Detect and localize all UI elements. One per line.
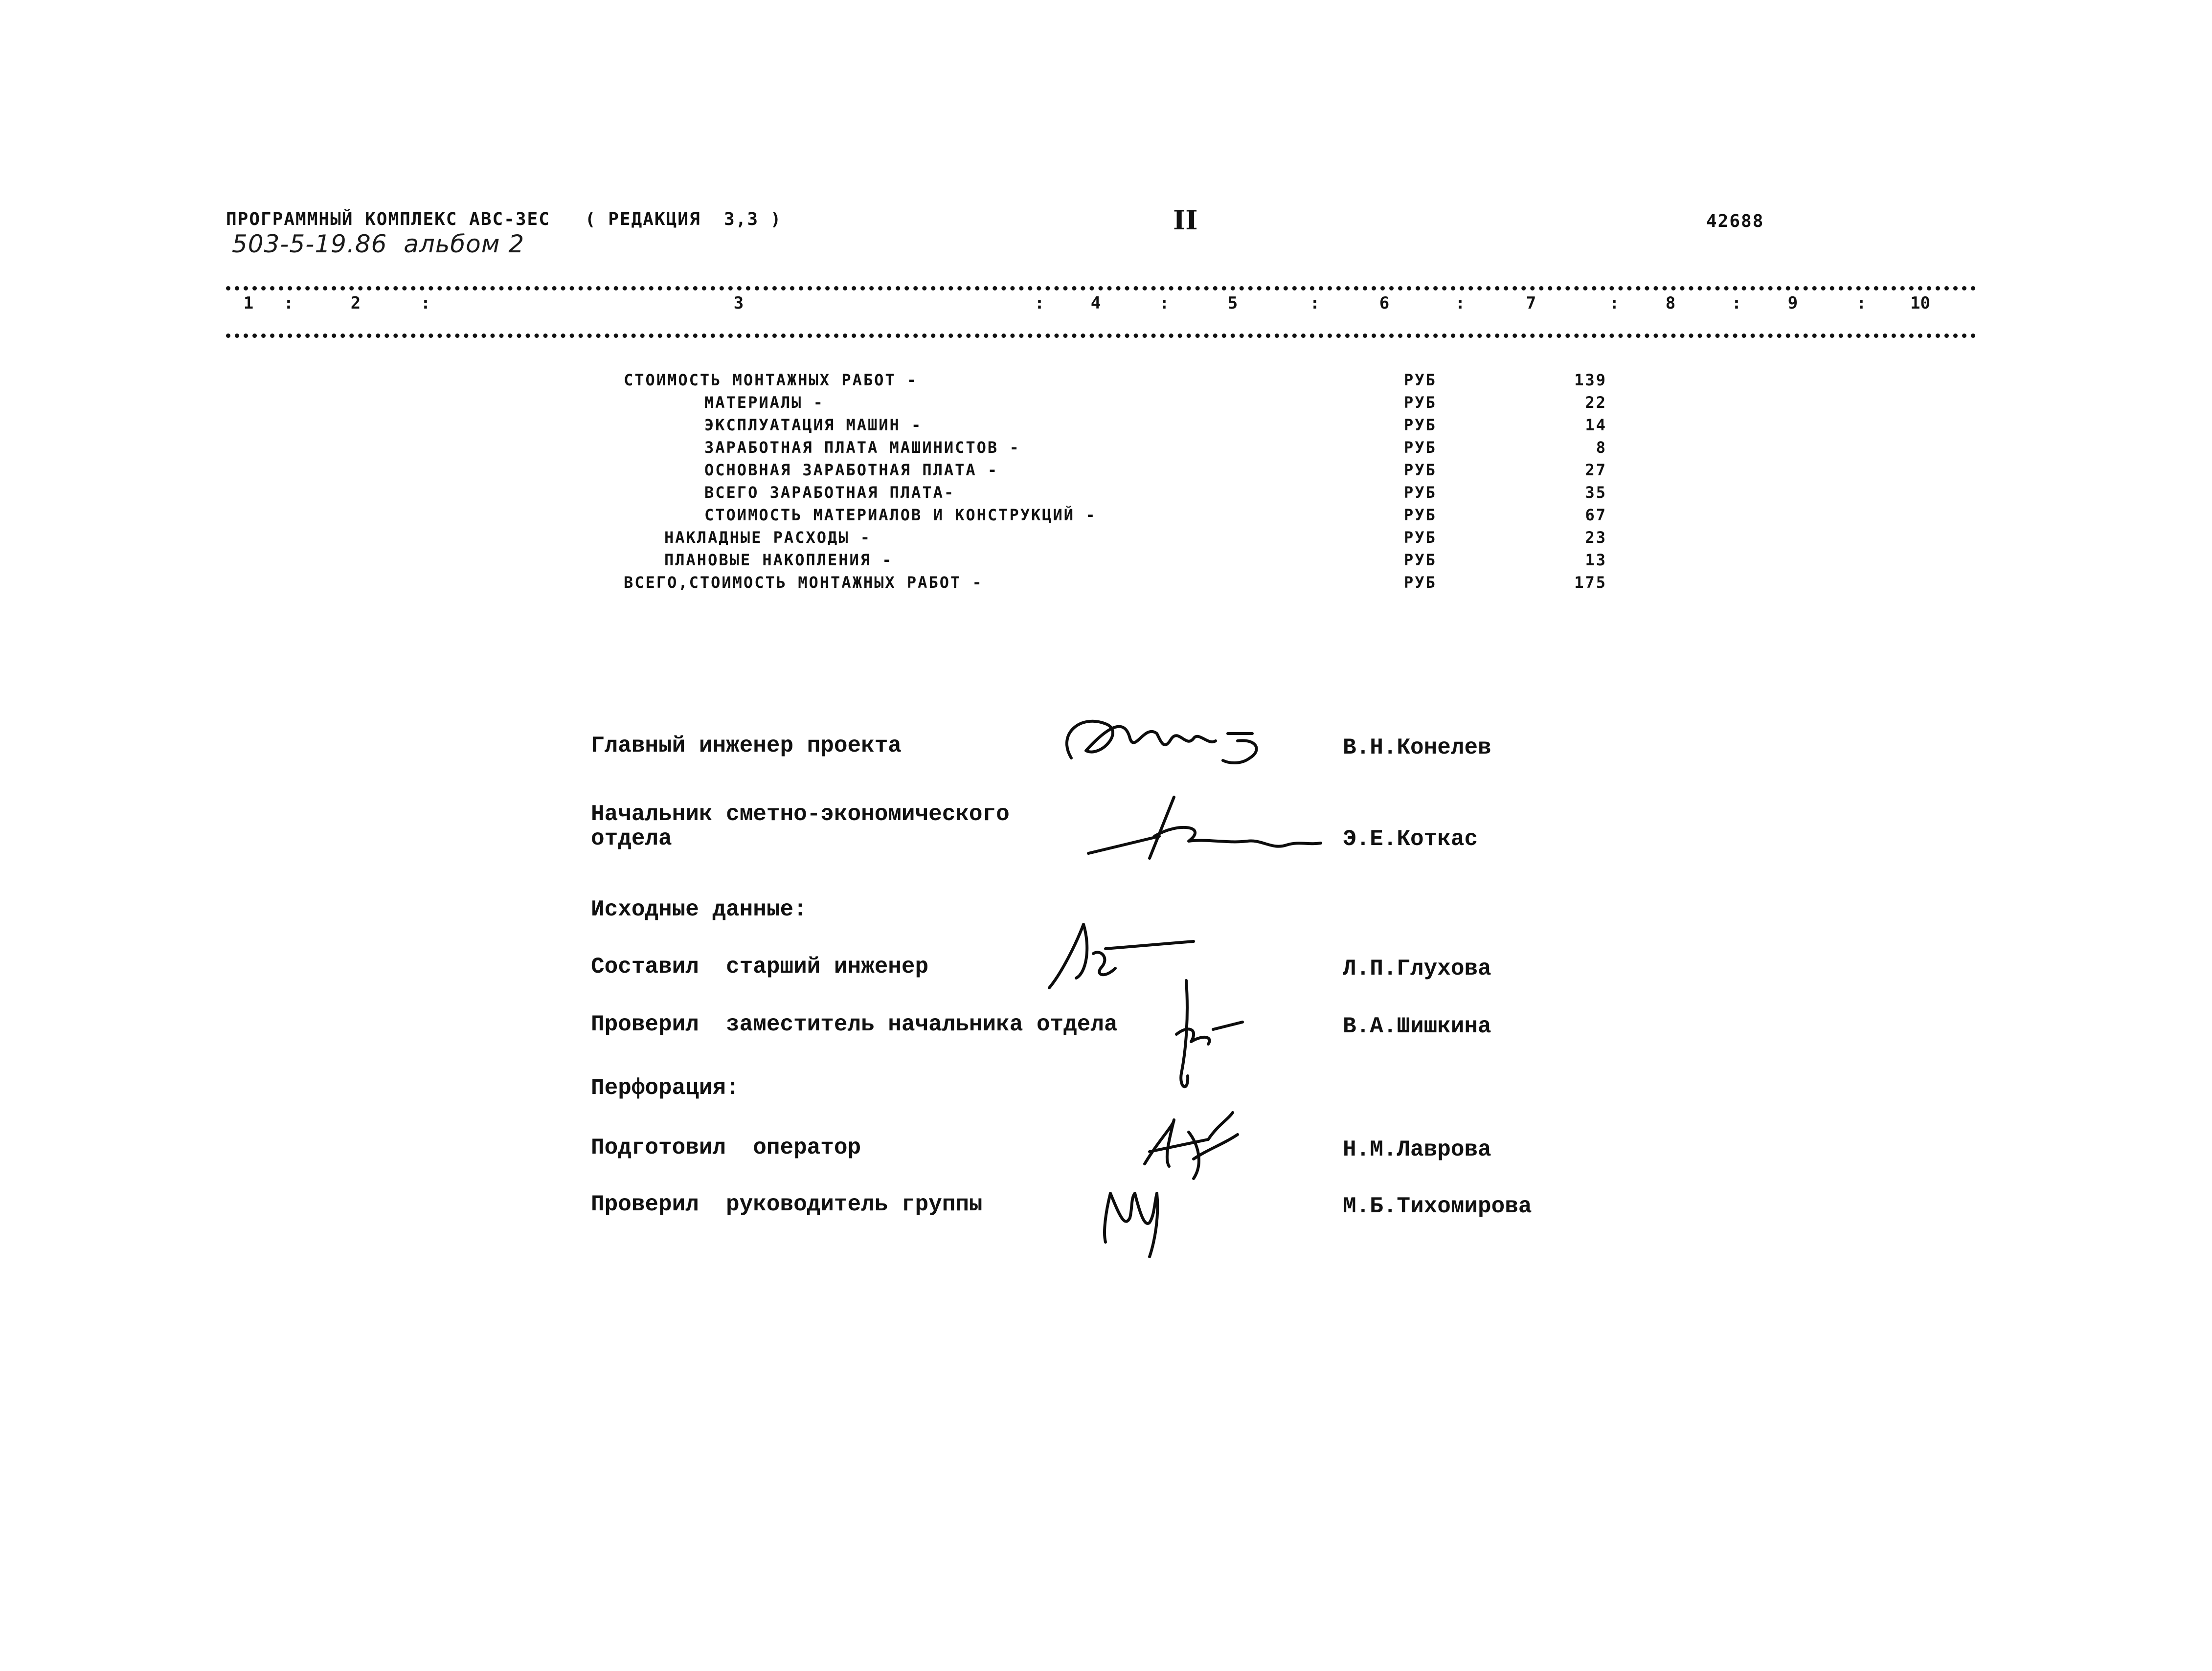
- checked-by-role: Проверил заместитель начальника отдела: [591, 1012, 1118, 1037]
- column-number-4: 4: [1090, 293, 1101, 313]
- handwritten-album-note: 503-5-19.86 альбом 2: [232, 230, 525, 258]
- cost-row-unit: РУБ: [1404, 528, 1437, 547]
- cost-row-label: ОСНОВНАЯ ЗАРАБОТНАЯ ПЛАТА -: [704, 461, 999, 479]
- cost-row-value: 13: [1585, 551, 1607, 569]
- cost-row-unit: РУБ: [1404, 551, 1437, 569]
- cost-row-label: ЭКСПЛУАТАЦИЯ МАШИН -: [704, 416, 923, 434]
- document-code: 42688: [1706, 211, 1764, 231]
- column-separator: :: [1731, 293, 1742, 313]
- column-separator: :: [1159, 293, 1170, 313]
- head-department-role: Начальник сметно-экономического отдела: [591, 802, 1010, 851]
- cost-row-value: 35: [1585, 483, 1607, 502]
- cost-row-label: СТОИМОСТЬ МОНТАЖНЫХ РАБОТ -: [624, 371, 918, 389]
- head-department-signature: [1081, 792, 1326, 866]
- cost-row-label: МАТЕРИАЛЫ -: [704, 393, 824, 412]
- cost-row-unit: РУБ: [1404, 393, 1437, 412]
- cost-row-value: 175: [1574, 573, 1607, 592]
- header-bottom-separator: [226, 334, 1976, 338]
- prepared-by-name: Н.М.Лаврова: [1343, 1137, 1491, 1162]
- cost-row-label: ЗАРАБОТНАЯ ПЛАТА МАШИНИСТОВ -: [704, 438, 1020, 457]
- column-number-10: 10: [1910, 293, 1930, 313]
- chief-engineer-role: Главный инженер проекта: [591, 733, 902, 758]
- cost-row-unit: РУБ: [1404, 461, 1437, 479]
- cost-row-label: НАКЛАДНЫЕ РАСХОДЫ -: [664, 528, 872, 547]
- column-number-6: 6: [1379, 293, 1390, 313]
- software-header: ПРОГРАММНЫЙ КОМПЛЕКС АВС-3ЕС ( РЕДАКЦИЯ 3,3 ): [226, 209, 782, 229]
- sheet-number: II: [1173, 204, 1198, 236]
- source-data-heading: Исходные данные:: [591, 897, 807, 922]
- checked-group-name: М.Б.Тихомирова: [1343, 1194, 1532, 1219]
- column-number-7: 7: [1526, 293, 1536, 313]
- cost-row-unit: РУБ: [1404, 416, 1437, 434]
- column-number-2: 2: [350, 293, 361, 313]
- prepared-by-role: Подготовил оператор: [591, 1135, 861, 1160]
- cost-row-unit: РУБ: [1404, 438, 1437, 457]
- column-number-8: 8: [1665, 293, 1676, 313]
- cost-row-value: 27: [1585, 461, 1607, 479]
- column-separator: :: [283, 293, 294, 313]
- chief-engineer-name: В.Н.Конелев: [1343, 735, 1491, 760]
- column-separator: :: [1034, 293, 1045, 313]
- cost-row-unit: РУБ: [1404, 573, 1437, 592]
- cost-row-label: ВСЕГО,СТОИМОСТЬ МОНТАЖНЫХ РАБОТ -: [624, 573, 983, 592]
- cost-row-unit: РУБ: [1404, 371, 1437, 389]
- cost-row-unit: РУБ: [1404, 506, 1437, 524]
- perforation-heading: Перфорация:: [591, 1075, 740, 1101]
- cost-row-label: СТОИМОСТЬ МАТЕРИАЛОВ И КОНСТРУКЦИЙ -: [704, 506, 1097, 524]
- column-number-1: 1: [243, 293, 254, 313]
- column-number-3: 3: [733, 293, 744, 313]
- chief-engineer-signature: [1052, 704, 1282, 778]
- column-number-9: 9: [1787, 293, 1798, 313]
- header-top-separator: [226, 286, 1976, 290]
- checked-by-name: В.А.Шишкина: [1343, 1014, 1491, 1039]
- cost-row-value: 14: [1585, 416, 1607, 434]
- column-separator: :: [1309, 293, 1320, 313]
- compiled-by-name: Л.П.Глухова: [1343, 956, 1491, 981]
- checked-group-role: Проверил руководитель группы: [591, 1192, 983, 1217]
- head-department-name: Э.Е.Коткас: [1343, 826, 1478, 852]
- cost-row-label: ВСЕГО ЗАРАБОТНАЯ ПЛАТА-: [704, 483, 955, 502]
- checked-group-signature: [1096, 1174, 1194, 1262]
- cost-row-unit: РУБ: [1404, 483, 1437, 502]
- cost-row-value: 139: [1574, 371, 1607, 389]
- column-separator: :: [1455, 293, 1466, 313]
- column-separator: :: [420, 293, 431, 313]
- checked-by-signature: [1159, 976, 1257, 1098]
- cost-row-value: 22: [1585, 393, 1607, 412]
- column-separator: :: [1609, 293, 1620, 313]
- cost-row-label: ПЛАНОВЫЕ НАКОПЛЕНИЯ -: [664, 551, 893, 569]
- cost-row-value: 23: [1585, 528, 1607, 547]
- column-number-5: 5: [1227, 293, 1238, 313]
- cost-row-value: 67: [1585, 506, 1607, 524]
- compiled-by-role: Составил старший инженер: [591, 954, 929, 980]
- cost-row-value: 8: [1596, 438, 1607, 457]
- column-separator: :: [1856, 293, 1867, 313]
